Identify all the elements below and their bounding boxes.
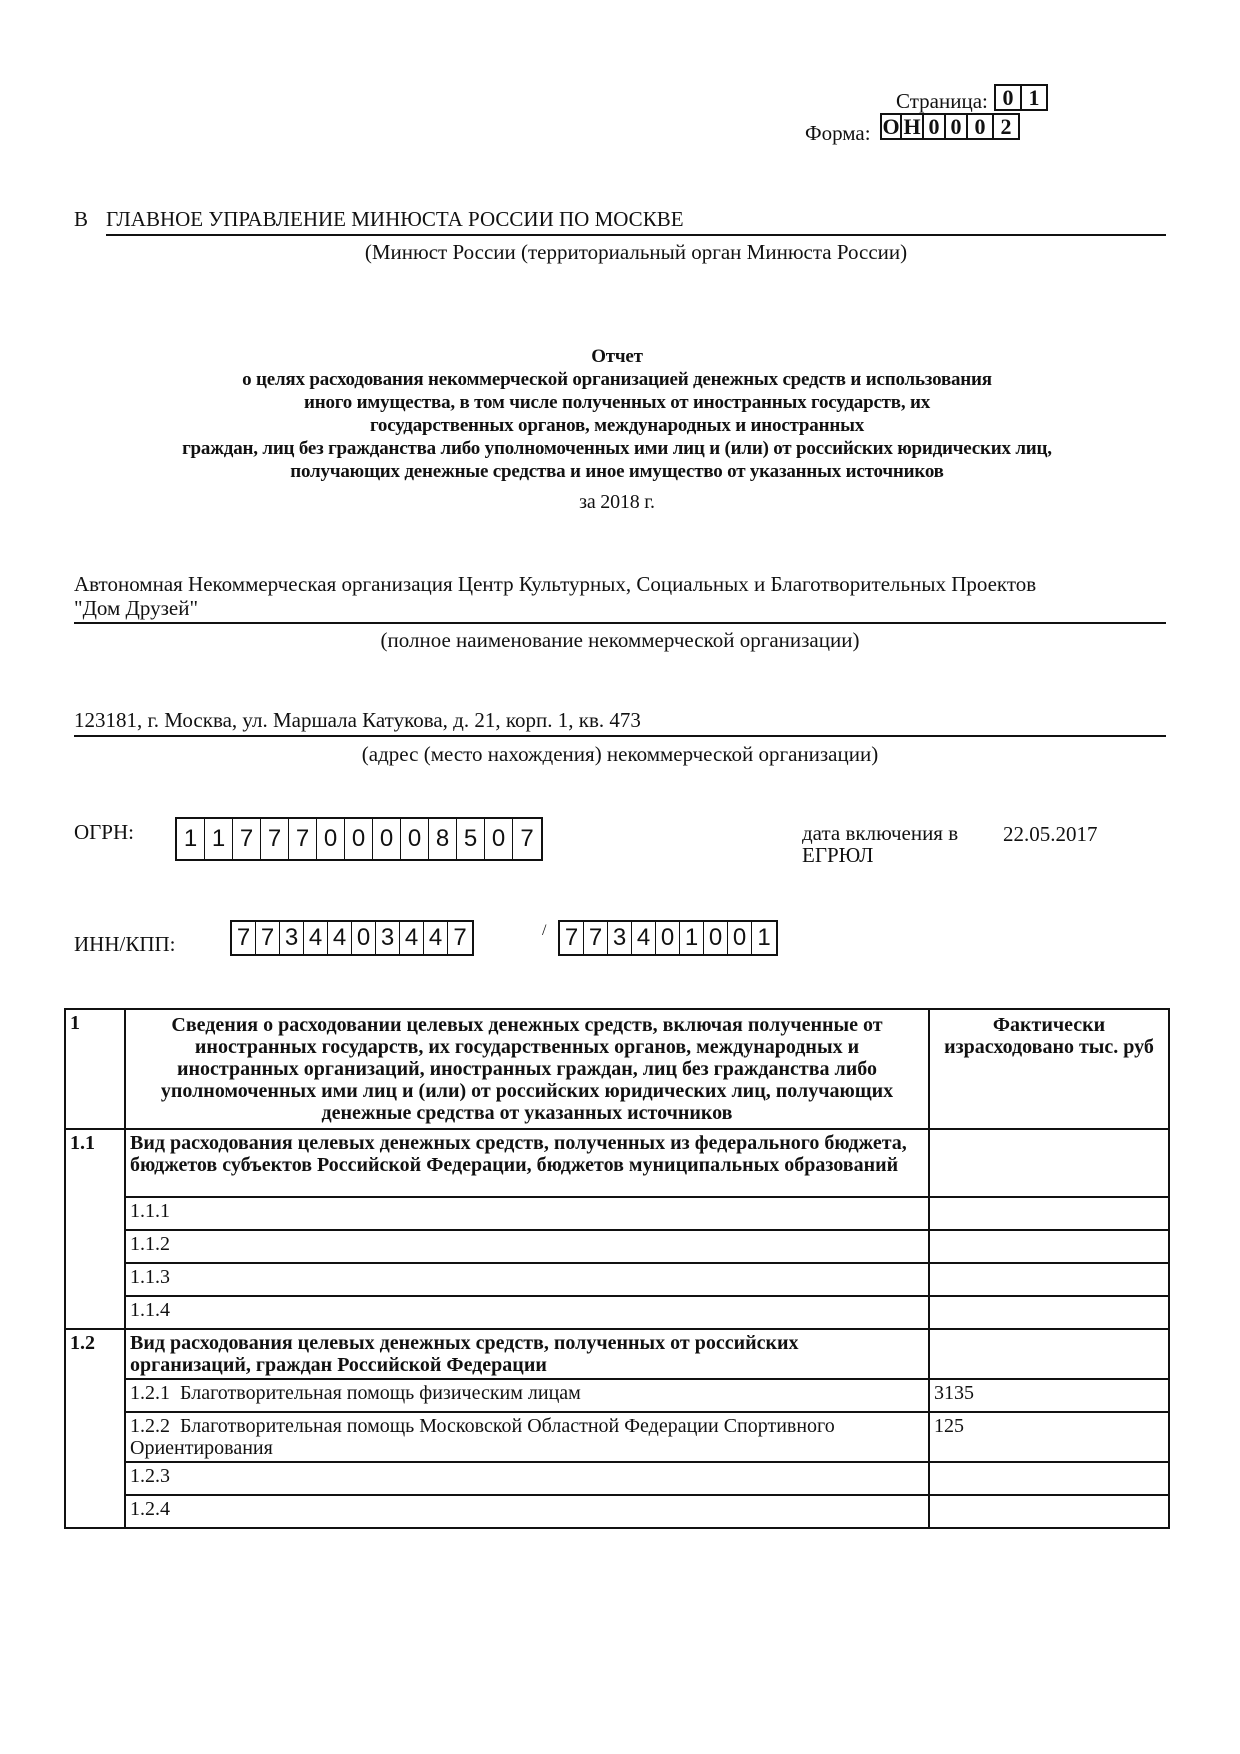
recipient-value: ГЛАВНОЕ УПРАВЛЕНИЕ МИНЮСТА РОССИИ ПО МОСКВЕ xyxy=(106,207,684,231)
report-title-line: государственных органов, международных и иностранных xyxy=(369,415,865,436)
report-title-line: граждан, лиц без гражданства либо уполномоченных ими лиц и (или) от российских юридических лиц, xyxy=(182,438,1052,459)
inn-digit: 4 xyxy=(424,922,448,954)
row-value: 125 xyxy=(929,1412,1169,1462)
row-label: 1.2.4 xyxy=(125,1495,929,1528)
kpp-digit: 0 xyxy=(656,922,680,954)
kpp-digit: 1 xyxy=(680,922,704,954)
inn-digit: 7 xyxy=(453,924,467,951)
inn-digit-boxes xyxy=(230,920,474,956)
section-title: Вид расходования целевых денежных средств, полученных от российских организаций, граждан Российской Федерации xyxy=(125,1329,929,1379)
report-title-line: о целях расходования некоммерческой организацией денежных средств и использования xyxy=(242,369,992,390)
row-value xyxy=(929,1230,1169,1263)
header-description: Сведения о расходовании целевых денежных средств, включая полученные от иностранных государств, их государственных органов, международных и иностранных организаций, иностранных граждан, лиц без гражданства либо уполномоченных ими лиц и (или) от российских юридических лиц, получающих денежные средства от указанных источников xyxy=(125,1009,929,1129)
organization-address: 123181, г. Москва, ул. Маршала Катукова, д. 21, корп. 1, кв. 473 xyxy=(74,708,641,732)
recipient-prefix: В xyxy=(74,207,89,231)
row-label: 1.1.4 xyxy=(125,1296,929,1329)
ogrn-digit: 0 xyxy=(317,819,345,859)
ogrn-digit: 0 xyxy=(485,819,513,859)
row-value: 3135 xyxy=(929,1379,1169,1412)
ogrn-digit: 0 xyxy=(373,819,401,859)
inn-digit: 0 xyxy=(352,922,376,954)
form-digit: Н xyxy=(902,113,924,140)
organization-name-field xyxy=(74,572,1166,624)
inn-digit: 4 xyxy=(328,922,352,954)
form-digit: 2 xyxy=(994,113,1020,140)
form-label: Форма: xyxy=(805,121,871,145)
ogrn-digit: 1 xyxy=(205,819,233,859)
form-code-boxes xyxy=(880,113,1020,140)
inn-digit: 7 xyxy=(256,922,280,954)
ogrn-digit: 7 xyxy=(289,819,317,859)
row-label: 1.2.2 Благотворительная помощь Московской Областной Федерации Спортивного Ориентирования xyxy=(125,1412,929,1462)
header-num: 1 xyxy=(65,1009,125,1129)
table-row xyxy=(65,1296,1169,1329)
page-digit: 1 xyxy=(1022,84,1048,111)
kpp-digit: 7 xyxy=(560,922,584,954)
ogrn-digit: 5 xyxy=(457,819,485,859)
report-title xyxy=(64,345,1170,514)
row-value xyxy=(929,1495,1169,1528)
report-title-line: получающих денежные средства и иное имущество от указанных источников xyxy=(290,461,944,482)
kpp-digit: 1 xyxy=(757,924,771,951)
row-value xyxy=(929,1296,1169,1329)
table-row xyxy=(65,1263,1169,1296)
table-row xyxy=(65,1230,1169,1263)
header-value: Фактически израсходовано тыс. руб xyxy=(929,1009,1169,1129)
row-value xyxy=(929,1263,1169,1296)
inn-kpp-separator: / xyxy=(542,922,547,939)
inn-digit: 3 xyxy=(376,922,400,954)
kpp-digit-boxes xyxy=(558,920,778,956)
row-label: 1.2.1 Благотворительная помощь физическим лицам xyxy=(125,1379,929,1412)
form-digit: 0 xyxy=(968,113,994,140)
section-num: 1.1 xyxy=(65,1129,125,1329)
form-digit: 0 xyxy=(924,113,946,140)
egrul-label-line: дата включения в xyxy=(802,821,959,845)
ogrn-digit: 0 xyxy=(345,819,373,859)
section-row xyxy=(65,1129,1169,1197)
ogrn-digit: 7 xyxy=(520,825,534,852)
kpp-digit: 0 xyxy=(704,922,728,954)
section-value xyxy=(929,1129,1169,1197)
recipient-caption: (Минюст России (территориальный орган Минюста России) xyxy=(364,240,908,264)
kpp-digit: 4 xyxy=(632,922,656,954)
ogrn-digit-boxes xyxy=(175,817,543,861)
expenditure-table xyxy=(64,1008,1170,1529)
kpp-digit: 7 xyxy=(584,922,608,954)
kpp-digit: 3 xyxy=(608,922,632,954)
inn-digit: 4 xyxy=(400,922,424,954)
table-row xyxy=(65,1495,1169,1528)
inn-kpp-label: ИНН/КПП: xyxy=(74,932,176,956)
organization-name-line: "Дом Друзей" xyxy=(74,596,199,620)
inn-digit: 7 xyxy=(232,922,256,954)
report-period: за 2018 г. xyxy=(579,491,655,513)
form-digit: 0 xyxy=(946,113,968,140)
inn-digit: 4 xyxy=(304,922,328,954)
recipient-field xyxy=(106,207,1166,236)
egrul-label xyxy=(802,822,958,866)
page-number-boxes xyxy=(994,84,1048,111)
organization-address-field xyxy=(74,708,1166,737)
section-num: 1.2 xyxy=(65,1329,125,1528)
ogrn-digit: 7 xyxy=(233,819,261,859)
row-label: 1.1.2 xyxy=(125,1230,929,1263)
organization-name-line: Автономная Некоммерческая организация Центр Культурных, Социальных и Благотворительных Проектов xyxy=(74,572,1037,596)
table-header-row xyxy=(65,1009,1169,1129)
row-value xyxy=(929,1197,1169,1230)
organization-address-caption: (адрес (место нахождения) некоммерческой организации) xyxy=(361,742,879,766)
section-value xyxy=(929,1329,1169,1379)
ogrn-digit: 8 xyxy=(429,819,457,859)
report-title-line: иного имущества, в том числе полученных от иностранных государств, их xyxy=(303,392,931,413)
report-heading: Отчет xyxy=(591,346,643,367)
section-title: Вид расходования целевых денежных средств, полученных из федерального бюджета, бюджетов субъектов Российской Федерации, бюджетов муниципальных образований xyxy=(125,1129,929,1197)
ogrn-digit: 0 xyxy=(401,819,429,859)
ogrn-digit: 7 xyxy=(261,819,289,859)
egrul-date: 22.05.2017 xyxy=(1003,822,1098,846)
table-row xyxy=(65,1379,1169,1412)
row-label: 1.1.1 xyxy=(125,1197,929,1230)
form-digit: О xyxy=(882,113,902,140)
egrul-label-line: ЕГРЮЛ xyxy=(802,843,874,867)
page-label: Страница: xyxy=(896,89,988,113)
row-label: 1.2.3 xyxy=(125,1462,929,1495)
organization-name-caption: (полное наименование некоммерческой организации) xyxy=(380,628,860,652)
ogrn-label: ОГРН: xyxy=(74,820,134,844)
table-row xyxy=(65,1462,1169,1495)
page-digit: 0 xyxy=(996,84,1022,111)
table-row xyxy=(65,1197,1169,1230)
table-row xyxy=(65,1412,1169,1462)
ogrn-digit: 1 xyxy=(177,819,205,859)
kpp-digit: 0 xyxy=(728,922,752,954)
inn-digit: 3 xyxy=(280,922,304,954)
row-label: 1.1.3 xyxy=(125,1263,929,1296)
row-value xyxy=(929,1462,1169,1495)
section-row xyxy=(65,1329,1169,1379)
